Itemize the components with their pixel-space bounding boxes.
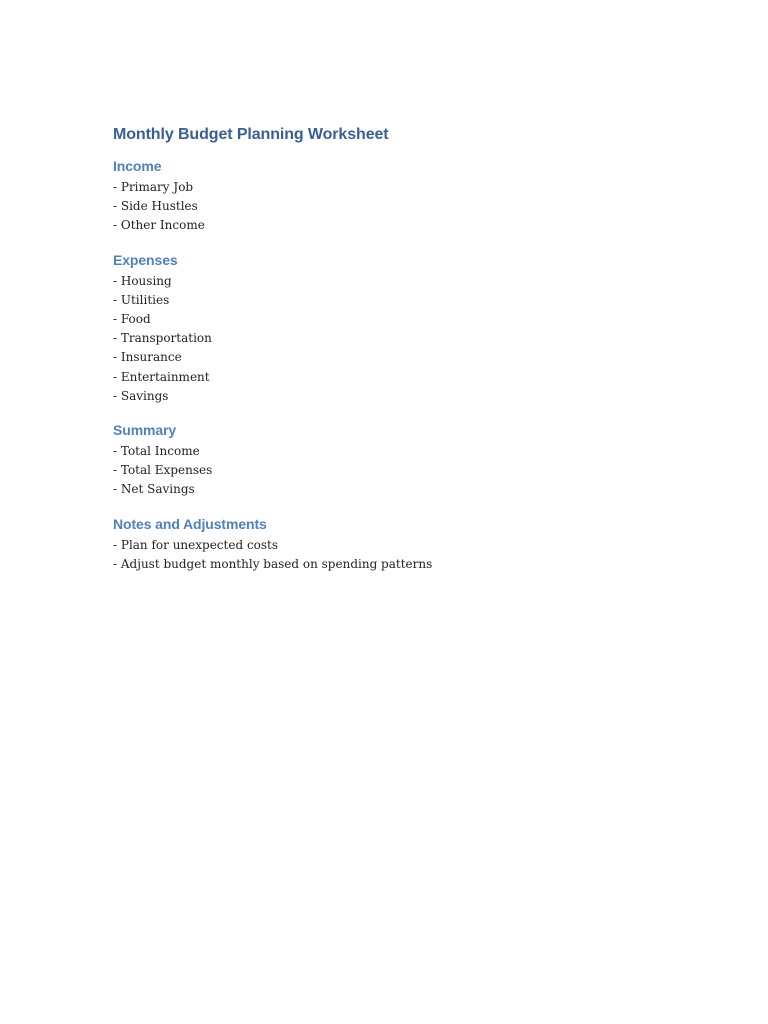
section-expenses [113,251,673,406]
list-item: - Primary Job [113,180,194,194]
list-item: - Plan for unexpected costs [113,537,279,552]
income-list [113,178,673,236]
list-item: - Transportation [113,331,212,346]
list-item: - Other Income [113,218,205,233]
list-item: - Net Savings [113,482,195,497]
list-item: - Utilities [113,292,170,307]
section-heading-notes: Notes and Adjustments [113,515,267,532]
list-item: - Food [113,312,151,327]
list-item: - Entertainment [113,369,210,384]
section-heading-summary: Summary [113,422,177,439]
list-item: - Total Income [113,444,200,459]
list-item: - Total Expenses [113,463,213,478]
section-heading-expenses: Expenses [113,251,178,268]
section-heading-income: Income [113,158,162,174]
expenses-list [113,272,673,406]
summary-list [113,442,673,500]
section-summary [113,421,673,500]
list-item: - Savings [113,388,169,403]
section-notes [113,515,673,574]
list-item: - Adjust budget monthly based on spending patterns [113,556,433,571]
document-title: Monthly Budget Planning Worksheet [113,126,389,143]
list-item: - Insurance [113,350,182,365]
document-page [113,124,673,589]
list-item: - Housing [113,273,172,288]
notes-list [113,536,673,574]
list-item: - Side Hustles [113,199,198,214]
section-income [113,157,673,236]
